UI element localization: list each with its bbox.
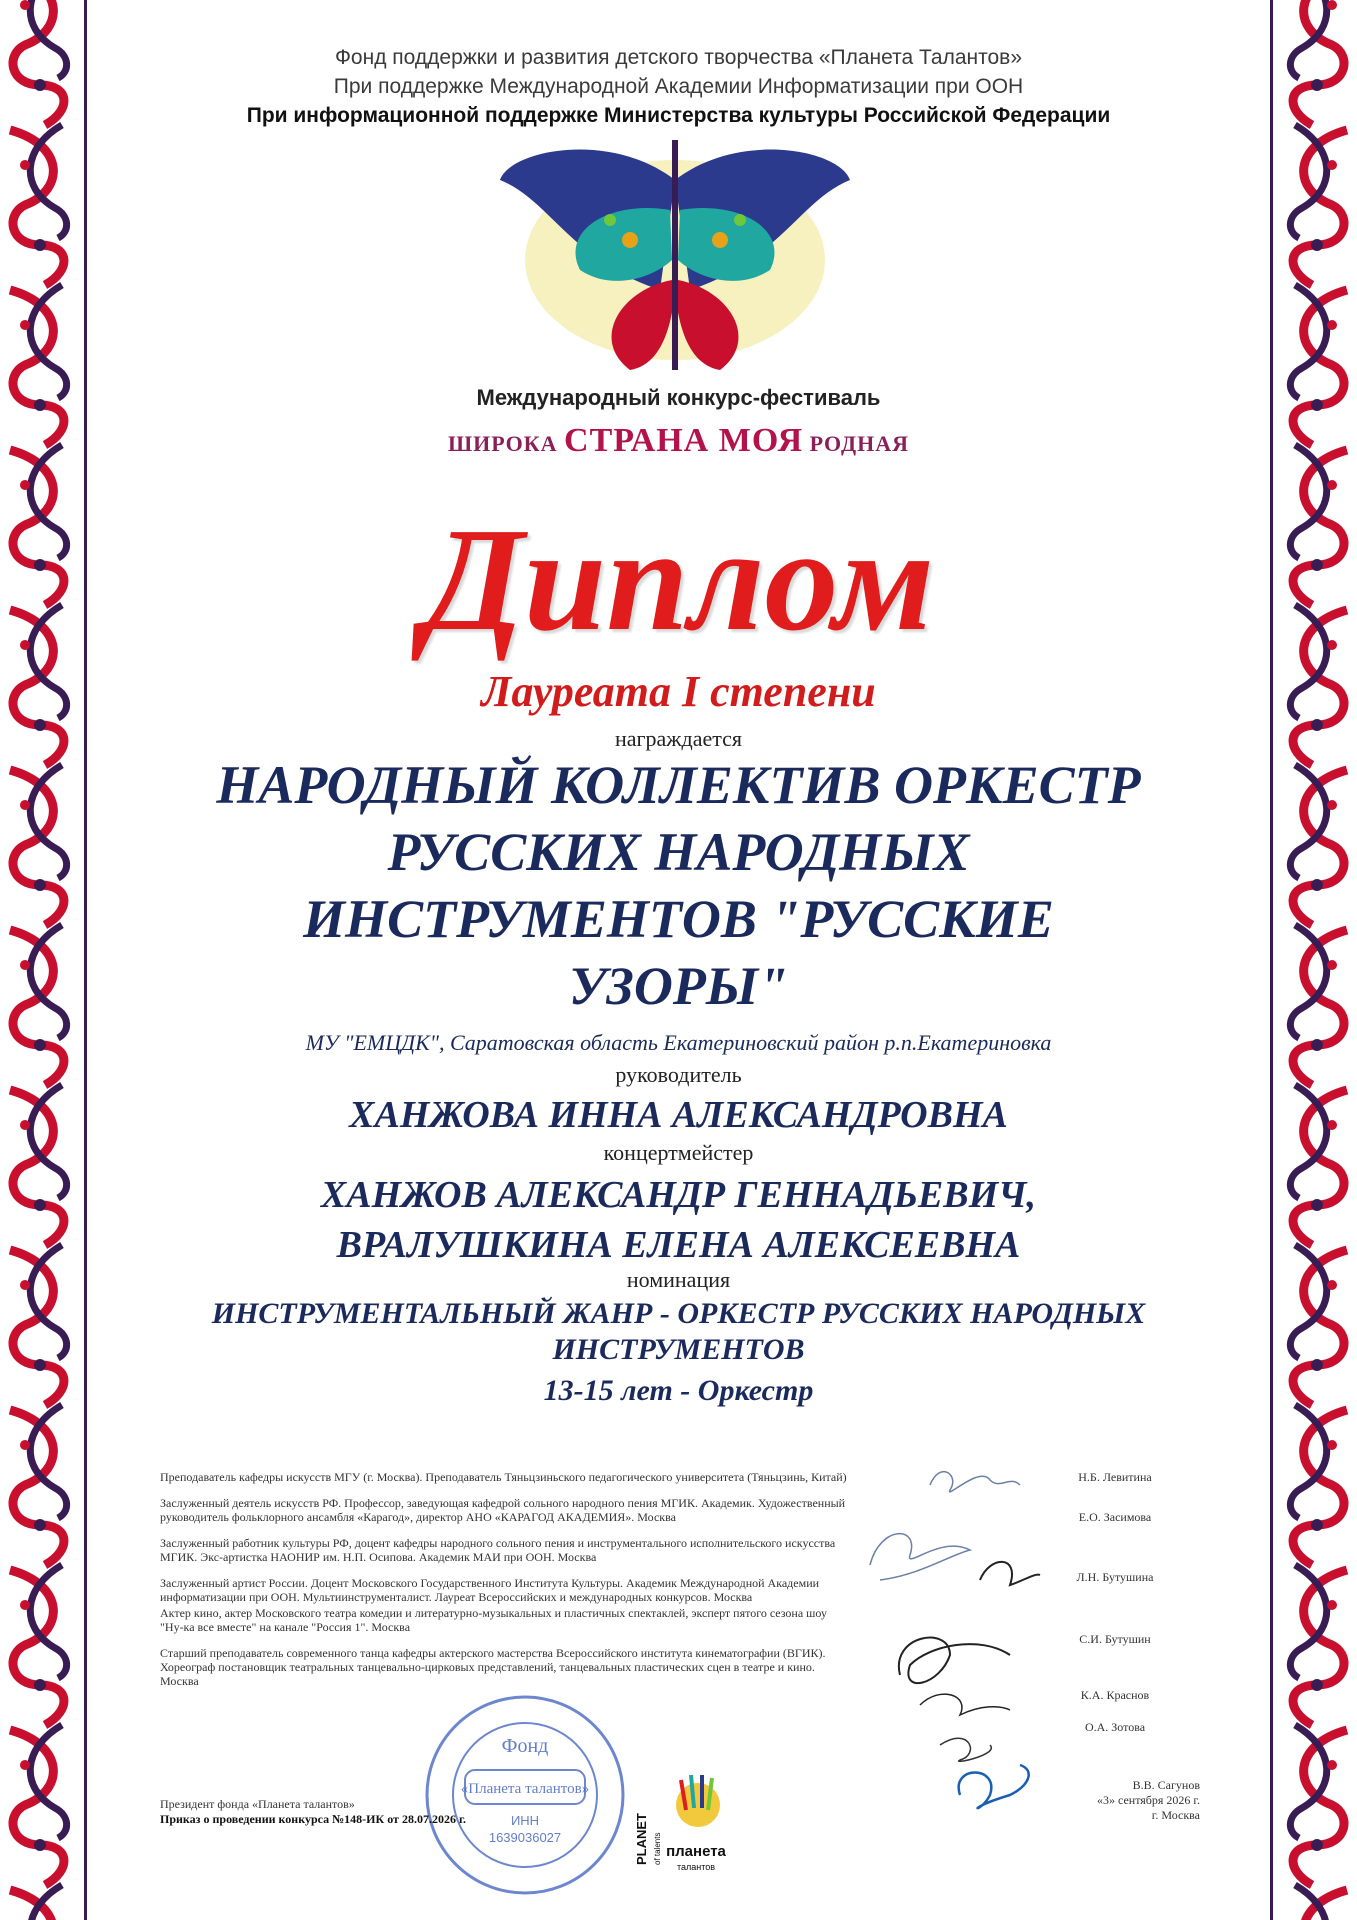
planet-logo-word3: планета xyxy=(666,1843,726,1860)
header-academy: При поддержке Международной Академии Информатизации при ООН xyxy=(333,75,1024,98)
jury-desc-6: Старший преподаватель современного танца кафедры актерского мастерства Всероссийского института кинематографии (ВГИК). Хореограф постановщик театральных танцевально-цирковых представлений, танцевальных пластических сцен в театре и кино. Москва xyxy=(160,1646,826,1688)
foundation-stamp xyxy=(420,1690,630,1900)
order-text: Приказ о проведении конкурса №148-ИК от 28.07.2026 г. xyxy=(160,1812,467,1826)
planet-logo-word4: талантов xyxy=(676,1862,716,1872)
stamp-inn: 1639036027 xyxy=(488,1830,562,1845)
jury-descriptions xyxy=(160,1470,850,1700)
stamp-center-2: «Планета талантов» xyxy=(460,1781,590,1797)
nomination-role: номинация xyxy=(626,1267,731,1292)
issue-date: «3» сентября 2026 г. xyxy=(1096,1793,1200,1807)
nomination xyxy=(160,1296,1197,1368)
jury-name-1: Н.Б. Левитина xyxy=(1078,1470,1152,1484)
issue-city: г. Москва xyxy=(1151,1808,1200,1822)
festival-name-part2: СТРАНА МОЯ xyxy=(564,422,804,459)
nomination-line-1: ИНСТРУМЕНТАЛЬНЫЙ ЖАНР - ОРКЕСТР РУССКИХ НАРОДНЫХ xyxy=(211,1297,1146,1330)
left-inner-rule xyxy=(84,0,87,1920)
jury-signatures xyxy=(860,1455,1040,1825)
recipient-line-1: НАРОДНЫЙ КОЛЛЕКТИВ ОРКЕСТР xyxy=(216,755,1141,815)
planet-logo-word1: PLANET xyxy=(634,1813,649,1865)
festival-name-part1: ШИРОКА xyxy=(447,431,565,456)
right-inner-rule xyxy=(1270,0,1273,1920)
jury-desc-2: Заслуженный деятель искусств РФ. Профессор, заведующая кафедрой сольного народного пения МГИК. Академик. Художественный руководитель фольклорного ансамбля «Карагод», директор АНО «КАРАГОД АКАДЕМИЯ». Москва xyxy=(160,1496,846,1524)
stamp-inn-label: ИНН xyxy=(510,1813,540,1828)
festival-label: Международный конкурс-фестиваль xyxy=(476,385,881,410)
diploma-title: Диплом xyxy=(422,498,935,662)
leader-name: ХАНЖОВА ИННА АЛЕКСАНДРОВНА xyxy=(349,1094,1008,1136)
nomination-line-2: ИНСТРУМЕНТОВ xyxy=(552,1333,805,1366)
leader-role: руководитель xyxy=(615,1062,742,1087)
jury-desc-5: Актер кино, актер Московского театра комедии и литературно-музыкальных и пластичных спектаклей, эксперт пятого сезона шоу "Ну-ка все вместе" на канале "Россия 1". Москва xyxy=(160,1606,827,1634)
jury-desc-1: Преподаватель кафедры искусств МГУ (г. Москва). Преподаватель Тяньцзиньского педагогического университета (Тяньцзинь, Китай) xyxy=(160,1470,847,1484)
header-ministry: При информационной поддержке Министерства культуры Российской Федерации xyxy=(246,104,1111,127)
right-ornament-border xyxy=(1279,0,1357,1920)
left-ornament-border xyxy=(0,0,78,1920)
left-ornament-pattern xyxy=(0,0,78,1920)
age-group: 13-15 лет - Оркестр xyxy=(543,1374,814,1407)
recipient-line-2: РУССКИХ НАРОДНЫХ xyxy=(387,822,970,882)
jury-name-4: С.И. Бутушин xyxy=(1079,1632,1151,1646)
jury-name-3: Л.Н. Бутушина xyxy=(1076,1570,1154,1584)
accompanist-role: концертмейстер xyxy=(603,1140,754,1165)
jury-name-6: О.А. Зотова xyxy=(1084,1720,1146,1734)
president-title: Президент фонда «Планета талантов» xyxy=(160,1797,355,1811)
planet-of-talents-logo xyxy=(636,1770,736,1880)
recipient-name xyxy=(130,752,1227,1020)
stamp-center-1: Фонд xyxy=(501,1735,549,1757)
jury-name-2: Е.О. Засимова xyxy=(1078,1510,1152,1524)
jury-name-5: К.А. Краснов xyxy=(1080,1688,1150,1702)
right-ornament-pattern xyxy=(1279,0,1357,1920)
accompanist-2: ВРАЛУШКИНА ЕЛЕНА АЛЕКСЕЕВНА xyxy=(336,1224,1021,1266)
accompanist-names xyxy=(100,1170,1257,1270)
date-block xyxy=(1060,1778,1200,1823)
festival-name-part3: РОДНАЯ xyxy=(803,431,909,456)
diploma-degree: Лауреата I степени xyxy=(481,667,876,716)
jury-desc-4: Заслуженный артист России. Доцент Московского Государственного Института Культуры. Академик Международной Академии информатизации при ООН. Мультиинструменталист. Лауреат Всероссийских и международных конкурсов. Москва xyxy=(160,1576,820,1604)
jury-desc-3: Заслуженный работник культуры РФ, доцент кафедры народного сольного пения и инструментального исполнительского искусства МГИК. Экс-артистка НАОНИР им. Н.П. Осипова. Академик МАИ при ООН. Москва xyxy=(160,1536,836,1564)
planet-logo-word2: of talents xyxy=(653,1832,662,1865)
organization: МУ "ЕМЦДК", Саратовская область Екатериновский район р.п.Екатериновка xyxy=(305,1030,1052,1055)
accompanist-1: ХАНЖОВ АЛЕКСАНДР ГЕННАДЬЕВИЧ, xyxy=(320,1174,1037,1216)
president-block xyxy=(160,1797,466,1827)
festival-name xyxy=(100,422,1257,460)
recipient-line-4: УЗОРЫ" xyxy=(568,956,789,1016)
butterfly-logo xyxy=(490,140,860,380)
signer-name: В.В. Сагунов xyxy=(1132,1778,1200,1792)
recipient-line-3: ИНСТРУМЕНТОВ "РУССКИЕ xyxy=(303,889,1054,949)
header-foundation: Фонд поддержки и развития детского творчества «Планета Талантов» xyxy=(334,46,1023,69)
awarded-label: награждается xyxy=(614,726,742,751)
